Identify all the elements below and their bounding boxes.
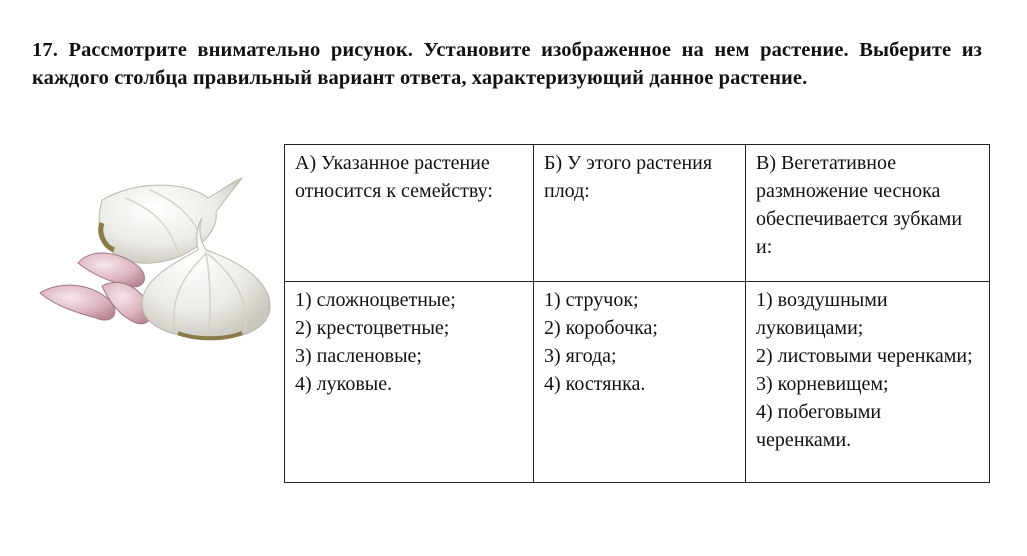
header-column-a: А) Указанное растение относится к семейству: <box>285 145 534 282</box>
option-v-3: 3) корневищем; <box>756 373 889 396</box>
header-column-b: Б) У этого растения плод: <box>534 145 746 282</box>
option-b-3: 3) ягода; <box>544 345 617 368</box>
header-column-v: В) Вегетативное размножение чеснока обеспечивается зубками и: <box>746 145 990 282</box>
garlic-bulb-back-icon <box>99 178 242 263</box>
answer-options-table <box>284 144 990 483</box>
options-column-a <box>285 282 534 483</box>
option-v-2: 2) листовыми черенками; <box>756 345 973 368</box>
option-v-1: 1) воздушными луковицами; <box>756 289 888 340</box>
option-b-2: 2) коробочка; <box>544 317 658 340</box>
table-header-row <box>285 145 990 282</box>
garlic-illustration <box>30 168 280 348</box>
option-b-1: 1) стручок; <box>544 289 639 312</box>
table-row <box>285 282 990 483</box>
option-a-2: 2) крестоцветные; <box>295 317 450 340</box>
option-a-1: 1) сложноцветные; <box>295 289 456 312</box>
option-v-4: 4) побеговыми черенками. <box>756 401 882 452</box>
options-column-v <box>746 282 990 483</box>
option-a-4: 4) луковые. <box>295 373 393 396</box>
options-column-b <box>534 282 746 483</box>
option-a-3: 3) пасленовые; <box>295 345 422 368</box>
option-b-4: 4) костянка. <box>544 373 646 396</box>
garlic-cloves-icon <box>40 253 151 324</box>
question-text: 17. Рассмотрите внимательно рисунок. Установите изображенное на нем растение. Выберите из каждого столбца правильный вариант ответа, характеризующий данное растение. <box>32 39 982 89</box>
